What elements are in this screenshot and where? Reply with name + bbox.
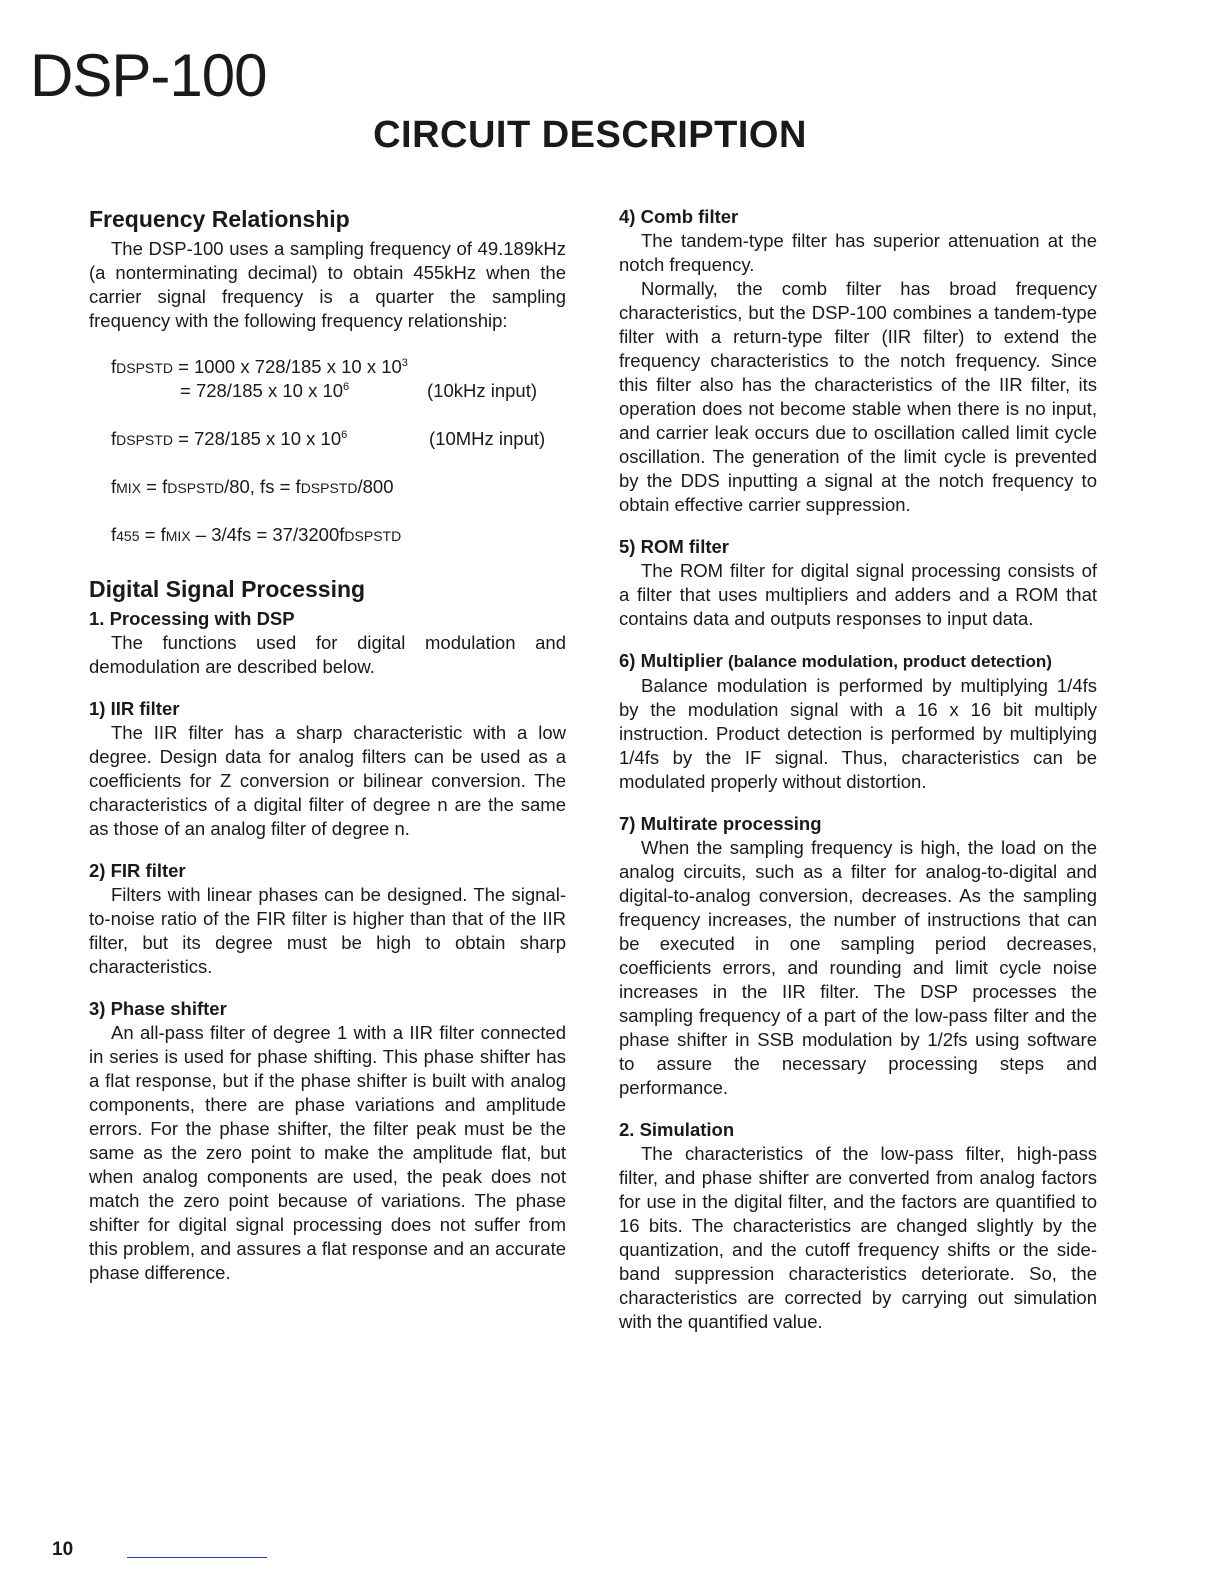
comb-filter-paragraph-2: Normally, the comb filter has broad frequency characteristics, but the DSP-100 combines a tandem-type filter with a return-type filter (IIR filter) to extend the frequency characteristics to the notch frequency. Since this filter also has the characteristics of the IIR filter, its operation does not become stable when there is no input, and carrier leak occurs due to oscillation called limit cycle oscillation. The generation of the limit cycle is prevented by the DDS inputting a signal at the notch frequency to obtain effective carrier suppression. xyxy=(619,278,1097,515)
multirate-processing-paragraph: When the sampling frequency is high, the load on the analog circuits, such as a filter for analog-to-digital and digital-to-analog conversion, decreases. As the sampling frequency increases, the number of instructions that can be executed in one sampling period decreases, coefficients errors, and rounding and limit cycle noise increases in the IIR filter. The DSP processes the sampling frequency of a part of the low-pass filter and the phase shifter in SSB modulation by 1/2fs using software to assure the necessary processing steps and performance. xyxy=(619,837,1097,1098)
fir-filter-paragraph: Filters with linear phases can be designed. The signal-to-noise ratio of the FIR filter is higher than that of the IIR filter, but its degree must be high to obtain sharp characteristics. xyxy=(89,884,566,977)
multirate-processing-heading: 7) Multirate processing xyxy=(619,813,822,834)
equation-input-note: (10kHz input) xyxy=(427,380,538,401)
comb-filter-paragraph-1: The tandem-type filter has superior attenuation at the notch frequency. xyxy=(619,230,1097,275)
processing-with-dsp-paragraph: The functions used for digital modulation and demodulation are described below. xyxy=(89,632,566,677)
rom-filter-heading: 5) ROM filter xyxy=(619,536,729,557)
frequency-equations xyxy=(111,355,566,547)
equation-input-note: (10MHz input) xyxy=(429,428,546,449)
digital-signal-processing-heading: Digital Signal Processing xyxy=(89,576,366,602)
simulation-paragraph: The characteristics of the low-pass filter, high-pass filter, and phase shifter are converted from analog factors for use in the digital filter, and the factors are quantified to 16 bits. The characteristics are changed slightly by the quantization, and the cutoff frequency shifts or the side-band suppression characteristics deteriorate. So, the characteristics are corrected by carrying out simulation with the quantified value. xyxy=(619,1143,1097,1332)
right-column xyxy=(619,205,1097,1334)
phase-shifter-paragraph: An all-pass filter of degree 1 with a IIR filter connected in series is used for phase shifting. This phase shifter has a flat response, but if the phase shifter is built with analog components, there are phase variations and amplitude errors. For the phase shifter, the filter peak must be the same as the zero point to make the amplitude flat, but when analog components are used, the peak does not match the zero point because of variations. The phase shifter for digital signal processing does not suffer from this problem, and assures a flat response and an accurate phase difference. xyxy=(89,1022,566,1283)
left-column xyxy=(89,205,566,1285)
page-number: 10 xyxy=(52,1539,74,1560)
rom-filter-paragraph: The ROM filter for digital signal processing consists of a filter that uses multipliers and adders and a ROM that contains data and outputs responses to input data. xyxy=(619,560,1097,629)
iir-filter-paragraph: The IIR filter has a sharp characteristic with a low degree. Design data for analog filters can be used as a coefficients for Z conversion or bilinear conversion. The characteristics of a digital filter of degree n are the same as those of an analog filter of degree n. xyxy=(89,722,566,839)
phase-shifter-heading: 3) Phase shifter xyxy=(89,998,227,1019)
multiplier-heading: 6) Multiplier (balance modulation, product detection) xyxy=(619,650,1052,671)
equation-line: fDSPSTD = 728/185 x 10 x $10^6$ (10MHz input) xyxy=(111,428,546,449)
frequency-relationship-paragraph: The DSP-100 uses a sampling frequency of 49.189kHz (a nonterminating decimal) to obtain 455kHz when the carrier signal frequency is a quarter the sampling frequency with the following frequency relationship: xyxy=(89,238,566,331)
equation-line: = 728/185 x 10 x $10^6$ (10kHz input) xyxy=(180,380,538,401)
multiplier-paragraph: Balance modulation is performed by multiplying 1/4fs by the modulation signal with a 16 x 16 bit multiply instruction. Product detection is performed by multiplying 1/4fs by the IF signal. Thus, characteristics can be modulated properly without distortion. xyxy=(619,675,1097,792)
equation-line: fDSPSTD = 1000 x 728/185 x 10 x $10^3$ xyxy=(111,356,408,377)
frequency-relationship-heading: Frequency Relationship xyxy=(89,206,350,232)
iir-filter-heading: 1) IIR filter xyxy=(89,698,180,719)
equation-line: fMIX = fDSPSTD/80, fs = fDSPSTD/800 xyxy=(111,476,394,497)
simulation-heading: 2. Simulation xyxy=(619,1119,735,1140)
model-name: DSP-100 xyxy=(30,42,267,109)
equation-line: f455 = fMIX – 3/4fs = 37/3200fDSPSTD xyxy=(111,524,402,545)
footer-rule xyxy=(127,1557,267,1558)
comb-filter-heading: 4) Comb filter xyxy=(619,206,739,227)
fir-filter-heading: 2) FIR filter xyxy=(89,860,186,881)
page-title: CIRCUIT DESCRIPTION xyxy=(373,114,807,156)
processing-with-dsp-heading: 1. Processing with DSP xyxy=(89,608,295,629)
